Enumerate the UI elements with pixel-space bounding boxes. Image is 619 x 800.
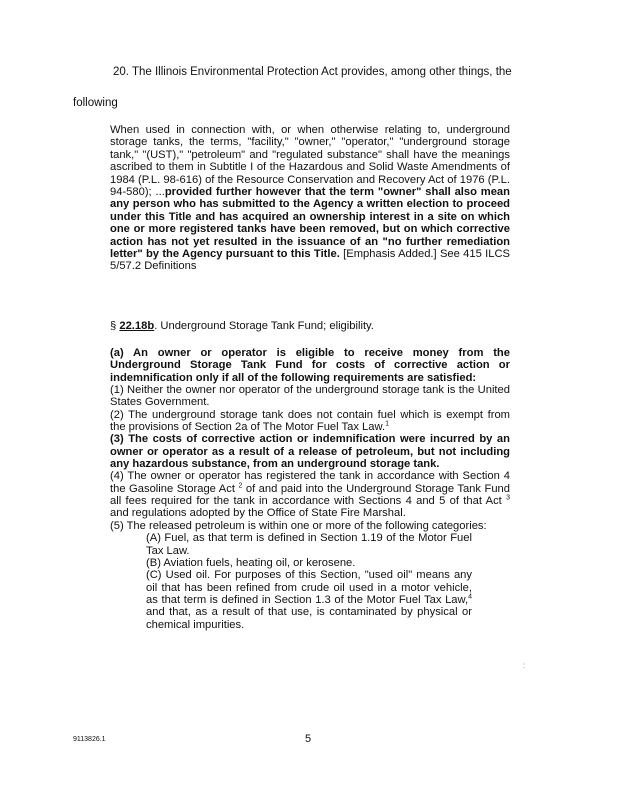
item-5-B: (B) Aviation fuels, heating oil, or kerosene. — [146, 556, 356, 569]
item-4-text-a: (4) The owner or operator has registered the tank in accordance with Section 4 the Gasoline Storage Act — [110, 470, 510, 495]
item-3 — [110, 433, 510, 470]
block-quote — [110, 124, 510, 273]
quote-citation: [Emphasis Added.] See 415 ILCS 5/57.2 Definitions — [110, 248, 510, 273]
footnote-ref-4: 4 — [468, 593, 472, 601]
section-symbol: § — [110, 320, 120, 332]
item-a — [110, 347, 510, 384]
margin-mark: : — [523, 661, 526, 670]
section-heading — [110, 320, 374, 332]
item-4-text-b: of and paid into the Underground Storage Tank Fund all fees required for the tank in accordance with Sections 4 and 5 of that Act — [110, 482, 510, 508]
item-5-C — [146, 569, 472, 631]
item-3-text: (3) The costs of corrective action or indemnification were incurred by an owner or operator as a result of a release of petroleum, but not including any hazardous substance, from an underground storage tank. — [110, 433, 510, 471]
item-4 — [110, 470, 510, 519]
section-title: . Underground Storage Tank Fund; eligibility. — [154, 320, 374, 332]
quote-text: When used in connection with, or when otherwise relating to, underground storage tanks, the terms, "facility," "owner," "operator," "underground storage tank," "(UST)," "petroleum" and "regulated substance" shall have the meanings ascribed to them in Subtitle I of the Hazardous and Solid Waste Amendments of 1984 (P.L. 98-616) of the Resource Conservation and Recovery Act of 1976 (P.L. 94-580); ... — [110, 124, 510, 199]
paragraph-20-continuation: following — [73, 97, 118, 109]
footnote-ref-2: 2 — [238, 482, 243, 490]
section-number: 22.18b — [119, 320, 155, 332]
footnote-ref-1: 1 — [385, 420, 389, 428]
item-5-C-text-b: and that, as a result of that use, is contaminated by physical or chemical impurities. — [146, 606, 472, 631]
item-5-C-text-a: (C) Used oil. For purposes of this Section, "used oil" means any oil that has been refined from crude oil used in a motor vehicle, as that term is defined in Section 1.3 of the Motor Fuel Tax Law, — [146, 569, 472, 606]
item-2-text: (2) The underground storage tank does not contain fuel which is exempt from the provisions of Section 2a of The Motor Fuel Tax Law. — [110, 408, 510, 434]
footnote-ref-3: 3 — [506, 494, 510, 502]
item-5-A: (A) Fuel, as that term is defined in Section 1.19 of the Motor Fuel Tax Law. — [146, 532, 472, 557]
page-number: 5 — [305, 733, 312, 745]
item-1: (1) Neither the owner nor operator of the underground storage tank is the United States Government. — [110, 384, 510, 409]
item-5: (5) The released petroleum is within one or more of the following categories: — [110, 519, 487, 532]
section-body — [110, 347, 510, 631]
document-number: 9113826.1 — [73, 736, 106, 743]
item-4-text-c: and regulations adopted by the Office of State Fire Marshal. — [110, 507, 406, 520]
item-a-text: (a) An owner or operator is eligible to receive money from the Underground Storage Tank Fund for costs of corrective action or indemnification only if all of the following requirements are satisfied: — [110, 347, 510, 384]
quote-emphasis: provided further however that the term "owner" shall also mean any person who has submitted to the Agency a written election to proceed under this Title and has acquired an ownership interest in a site on which one or more registered tanks have been removed, but on which corrective action has not yet resulted in the issuance of an "no further remediation letter" by the Agency pursuant to this Title. — [110, 186, 510, 261]
paragraph-20: 20. The Illinois Environmental Protection Act provides, among other things, the — [113, 66, 512, 78]
item-2 — [110, 409, 510, 434]
